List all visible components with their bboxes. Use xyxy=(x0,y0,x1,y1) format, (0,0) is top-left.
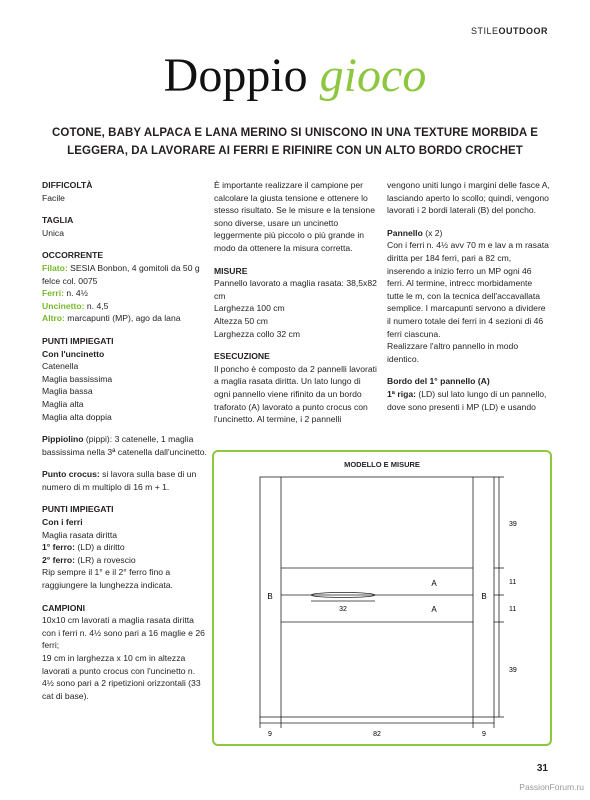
poncho-outline xyxy=(260,477,494,717)
ferri-value: n. 4½ xyxy=(63,288,88,299)
dim-right-border: 9 xyxy=(482,731,486,738)
brand-part2: OUTDOOR xyxy=(498,26,548,36)
riga-text xyxy=(387,388,550,413)
label-a-bottom: A xyxy=(431,605,437,614)
misure-item: Larghezza 100 cm xyxy=(214,303,285,314)
crocus-value: si lavora sulla base di un numero di m multiplo di 16 m + 1. xyxy=(42,469,197,492)
ferro1-value: (LD) a diritto xyxy=(75,542,125,553)
ferro2-label: 2° ferro: xyxy=(42,554,76,565)
intro-text: È importante realizzare il campione per calcolare la giusta tensione e ottenere lo stesso risultato. Se le misure e la tensione sono diverse, usare un uncinetto leggermente più piccolo o più grande in modo da ottenere la misura corretta. xyxy=(214,180,375,253)
watermark: PassionForum.ru xyxy=(519,782,584,792)
dim-band-bottom: 11 xyxy=(509,606,517,613)
campioni-text-2: 19 cm in larghezza x 10 cm in altezza lavorati a punto crocus con l'uncinetto n. 4½ sono pari a 2 ripetizioni orizzontali (33 cat di base). xyxy=(42,653,201,701)
realizzare-text: Realizzare l'altro pannello in modo identico. xyxy=(387,341,519,364)
bordo-heading: Bordo del 1° pannello (A) xyxy=(387,376,490,387)
misure-item: Pannello lavorato a maglia rasata: 38,5x82 cm xyxy=(214,278,377,301)
pippiolino-text xyxy=(42,433,207,458)
dim-left-border: 9 xyxy=(268,731,272,738)
brand-part1: STILE xyxy=(470,26,499,36)
crocus-label: Punto crocus: xyxy=(42,469,100,480)
dim-width: 82 xyxy=(373,731,381,738)
pannello-label: Pannello xyxy=(387,227,423,238)
column-3 xyxy=(387,179,550,413)
filato-value: SESIA Bonbon, 4 gomitoli da 50 g felce col. 0075 xyxy=(42,262,200,286)
esecuzione-text: Il poncho è composto da 2 pannelli lavorati a maglia rasata diritta. Un lato lungo di ogni pannello viene rifinito da un bordo traforato (A) lavorato a punto crocus con l'uncinetto. Al termine, i 2 pannelli xyxy=(214,363,377,425)
punti-uncinetto-heading: PUNTI IMPIEGATI xyxy=(42,335,114,346)
punti-ferri-sub: Con i ferri xyxy=(42,517,83,528)
dim-neck: 32 xyxy=(339,606,347,613)
page-title xyxy=(0,48,590,104)
stitch-item: Maglia bassa xyxy=(42,386,93,397)
pannello-count: (x 2) xyxy=(422,227,443,238)
altro-line xyxy=(42,312,207,325)
campioni-text-1: 10x10 cm lavorati a maglia rasata diritta con i ferri n. 4½ sono pari a 16 maglie e 26 ferri; xyxy=(42,615,205,651)
label-b-right: B xyxy=(481,592,487,601)
title-main: Doppio xyxy=(163,49,308,102)
occorrente-heading: OCCORRENTE xyxy=(42,250,104,261)
stitch-item: Catenella xyxy=(42,361,79,372)
taglia-heading: TAGLIA xyxy=(42,215,74,226)
schematic-diagram xyxy=(214,452,550,744)
uncinetto-label: Uncinetto: xyxy=(42,300,85,311)
figure-title: MODELLO E MISURE xyxy=(344,460,420,469)
misure-item: Altezza 50 cm xyxy=(214,315,268,326)
crocus-text xyxy=(42,468,207,493)
campioni-heading: CAMPIONI xyxy=(42,602,85,613)
ferro2-value: (LR) a rovescio xyxy=(75,554,136,565)
column-2 xyxy=(214,179,379,426)
dim-band-top: 11 xyxy=(509,579,517,586)
ferro1-line xyxy=(42,541,207,554)
difficolta-value: Facile xyxy=(42,192,65,203)
ferro1-label: 1° ferro: xyxy=(42,542,76,553)
continuation-text: vengono uniti lungo i margini delle fasce A, lasciando aperto lo scollo; quindi, vengono lavorati i 2 bordi laterali (B) del poncho. xyxy=(387,180,550,216)
punti-uncinetto-sub: Con l'uncinetto xyxy=(42,348,105,359)
page-number: 31 xyxy=(536,763,548,774)
schematic-figure xyxy=(212,450,552,746)
column-1 xyxy=(42,179,207,702)
pannello-heading xyxy=(387,227,550,240)
ferro2-line xyxy=(42,554,207,567)
uncinetto-value: n. 4,5 xyxy=(84,300,109,311)
ferri-line xyxy=(42,287,207,300)
filato-label: Filato: xyxy=(42,262,68,273)
riga-label: 1ª riga: xyxy=(387,388,416,399)
difficolta-heading: DIFFICOLTÀ xyxy=(42,180,93,190)
dim-bottom: 39 xyxy=(509,667,517,674)
misure-item: Larghezza collo 32 cm xyxy=(214,328,300,339)
riga-value: (LD) sul lato lungo di un pannello, dove sono presenti i MP (LD) e usando xyxy=(387,388,547,412)
stitch-item: Maglia alta xyxy=(42,398,84,409)
altro-label: Altro: xyxy=(42,313,65,324)
rasata-text: Maglia rasata diritta xyxy=(42,529,117,540)
subtitle: COTONE, BABY ALPACA E LANA MERINO SI UNISCONO IN UNA TEXTURE MORBIDA E LEGGERA, DA LAVORARE AI FERRI E RIFINIRE CON UN ALTO BORDO CROCHET xyxy=(52,127,538,157)
uncinetto-line xyxy=(42,300,207,313)
altro-value: marcapunti (MP), ago da lana xyxy=(64,313,181,324)
punti-ferri-heading: PUNTI IMPIEGATI xyxy=(42,504,114,515)
ferri-label: Ferri: xyxy=(42,288,64,299)
rip-text: Rip sempre il 1° e il 2° ferro fino a raggiungere la lunghezza indicata. xyxy=(42,567,173,591)
label-a-top: A xyxy=(431,579,437,588)
title-accent: gioco xyxy=(319,49,427,102)
brand-header xyxy=(471,26,548,36)
esecuzione-heading: ESECUZIONE xyxy=(214,351,270,362)
pippiolino-label: Pippiolino xyxy=(42,434,84,445)
misure-heading: MISURE xyxy=(214,265,248,276)
filato-line xyxy=(42,262,207,287)
label-b-left: B xyxy=(267,592,273,601)
stitch-item: Maglia bassissima xyxy=(42,373,113,384)
taglia-value: Unica xyxy=(42,227,64,238)
stitch-item: Maglia alta doppia xyxy=(42,411,112,422)
dim-top: 39 xyxy=(509,521,517,528)
pannello-text: Con i ferri n. 4½ avv 70 m e lav a m rasata diritta per 184 ferri, pari a 82 cm, inserendo a inizio ferro un MP ogni 46 ferri. Al termine, intrecc morbidamente tutte le m, con la tecnica dell'accavallata semplice. I marcapunti servono a dividere il numero totale dei ferri in 4 sezioni di 46 ferri ciascuna. xyxy=(387,240,549,339)
pippiolino-value: (pippi): 3 catenelle, 1 maglia bassissima nella 3ª catenella dall'uncinetto. xyxy=(42,434,207,457)
